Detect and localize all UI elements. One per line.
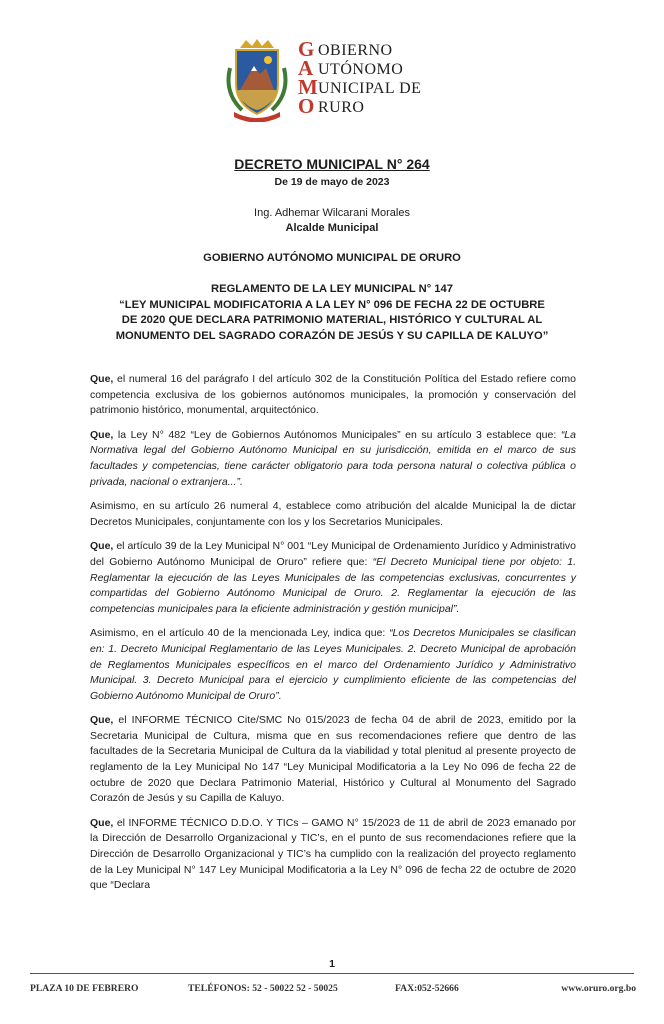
mayor-name: Ing. Adhemar Wilcarani Morales bbox=[254, 207, 410, 219]
paragraph-lead: Que, bbox=[90, 373, 114, 385]
paragraph-text: Asimismo, en su artículo 26 numeral 4, establece como atribución del alcalde Municipal la de dictar Decretos Municipales, conjuntamente con los y los Secretarios Municipales. bbox=[90, 500, 576, 528]
acronym-letter: A bbox=[298, 56, 314, 80]
name-word: RURO bbox=[318, 99, 365, 116]
paragraph-quote: “Los Decretos Municipales se clasifican en: 1. Decreto Municipal Reglamentario de las Leyes Municipales. 2. Decreto Municipal de aprobación de Reglamentos Municipales específicos en el marco del Ordenamiento Jurídico y Administrativo Municipal. 3. Decreto Municipal para el ejercicio y cumplimiento eficiente de las competencias del Gobierno Autónomo Municipal de Oruro”. bbox=[90, 627, 577, 702]
municipal-letterhead bbox=[222, 38, 452, 124]
paragraph-lead: Que, bbox=[90, 540, 114, 553]
paragraph-quote: “El Decreto Municipal tiene por objeto: 1. Reglamentar la ejecución de las Leyes Municipales de las competencias exclusivas, concurrentes y compartidas del Gobierno Autónomo Municipal de Oruro. 2. Reglamentar la ejecución de las competencias municipales para la eficiente administración y gestión municipal”. bbox=[90, 555, 576, 615]
footer-fax: FAX:052-52666 bbox=[395, 983, 459, 994]
name-word: OBIERNO bbox=[318, 42, 393, 59]
government-name: GOBIERNO AUTÓNOMO MUNICIPAL DE ORURO bbox=[203, 252, 461, 264]
coat-of-arms-icon bbox=[222, 38, 292, 122]
footer-phones: TELÉFONOS: 52 - 50022 52 - 50025 bbox=[188, 983, 338, 994]
paragraph-lead: Que, bbox=[90, 428, 114, 441]
paragraph-text: el INFORME TÉCNICO D.D.O. Y TICs – GAMO N° 15/2023 de 11 de abril de 2023 emanado por la Dirección de Desarrollo Organizacional y TIC’s, en el punto de sus recomendaciones refiere que la Dirección de Desarrollo Organizacional y TIC’s ha cumplido con la realización del proyecto reglamento de la Ley Municipal N° 147 Ley Municipal Modificatoria a la Ley N° 096 de fecha 22 de octubre de 2020 que “Declara bbox=[90, 816, 576, 892]
paragraph bbox=[90, 626, 576, 704]
paragraph-text: el INFORME TÉCNICO Cite/SMC No 015/2023 de fecha 04 de abril de 2023, emitido por la Secretaria Municipal de Cultura, misma que en sus recomendaciones refiere que dentro de las facultades de la Secretaria Municipal de Cultura da la viabilidad y total plenitud al presente proyecto de reglamento de la Ley Municipal No 147 “Ley Municipal Modificatoria a la Ley No 096 de fecha 22 de octubre de 2020 que Declara Patrimonio Material, Histórico y Cultural al Monumento del Sagrado Corazón de Jesús y su Capilla de Kaluyo. bbox=[90, 714, 576, 805]
name-word: UNICIPAL DE bbox=[318, 80, 422, 97]
paragraph-text: el numeral 16 del parágrafo I del artículo 302 de la Constitución Política del Estado refiere como competencia exclusiva de los gobiernos autónomos municipales, la promoción y conservación del patrimonio histórico, monumental, arquitectónico. bbox=[90, 373, 576, 417]
paragraph bbox=[90, 816, 576, 894]
paragraph bbox=[90, 713, 576, 807]
decree-title: DECRETO MUNICIPAL N° 264 bbox=[234, 156, 430, 172]
mayor-role: Alcalde Municipal bbox=[285, 222, 379, 234]
paragraph-text: el artículo 39 de la Ley Municipal N° 001 “Ley Municipal de Ordenamiento Jurídico y Administrativo del Gobierno Autónomo Municipal de Oruro” refiere que: bbox=[90, 540, 576, 568]
document-body bbox=[90, 372, 576, 903]
acronym-letter: O bbox=[298, 94, 315, 118]
name-word: UTÓNOMO bbox=[318, 61, 404, 78]
decree-date: De 19 de mayo de 2023 bbox=[274, 176, 390, 188]
footer-divider bbox=[30, 973, 634, 974]
paragraph-text: la Ley N° 482 “Ley de Gobiernos Autónomos Municipales” en su artículo 3 establece que: bbox=[113, 428, 561, 441]
gamo-acronym bbox=[298, 37, 320, 118]
paragraph bbox=[90, 372, 576, 419]
paragraph-lead: Que, bbox=[90, 816, 114, 829]
regulation-title bbox=[70, 282, 594, 344]
footer-website: www.oruro.org.bo bbox=[561, 983, 636, 994]
paragraph bbox=[90, 539, 576, 617]
acronym-letter: G bbox=[298, 37, 315, 61]
paragraph-quote: “La Normativa legal del Gobierno Autónomo Municipal en su jurisdicción, emitida en el marco de sus facultades y competencias, tiene carácter obligatorio para toda persona natural o colectiva pública o privada, nacional o extranjera...”. bbox=[90, 428, 576, 488]
paragraph bbox=[90, 499, 576, 530]
regulation-title-line: MONUMENTO DEL SAGRADO CORAZÓN DE JESÚS Y SU CAPILLA DE KALUYO” bbox=[115, 329, 549, 342]
gamo-name bbox=[318, 41, 478, 117]
paragraph bbox=[90, 428, 576, 490]
paragraph-text: Asimismo, en el artículo 40 de la mencionada Ley, indica que: bbox=[90, 627, 390, 640]
paragraph-lead: Que, bbox=[90, 714, 114, 727]
regulation-title-line: “LEY MUNICIPAL MODIFICATORIA A LA LEY N° 096 DE FECHA 22 DE OCTUBRE bbox=[119, 298, 545, 311]
acronym-letter: M bbox=[298, 75, 318, 99]
footer-address: PLAZA 10 DE FEBRERO bbox=[30, 983, 139, 994]
regulation-title-line: DE 2020 QUE DECLARA PATRIMONIO MATERIAL, HISTÓRICO Y CULTURAL AL bbox=[121, 314, 543, 326]
page-number: 1 bbox=[329, 958, 335, 970]
regulation-title-line: REGLAMENTO DE LA LEY MUNICIPAL N° 147 bbox=[211, 283, 453, 295]
